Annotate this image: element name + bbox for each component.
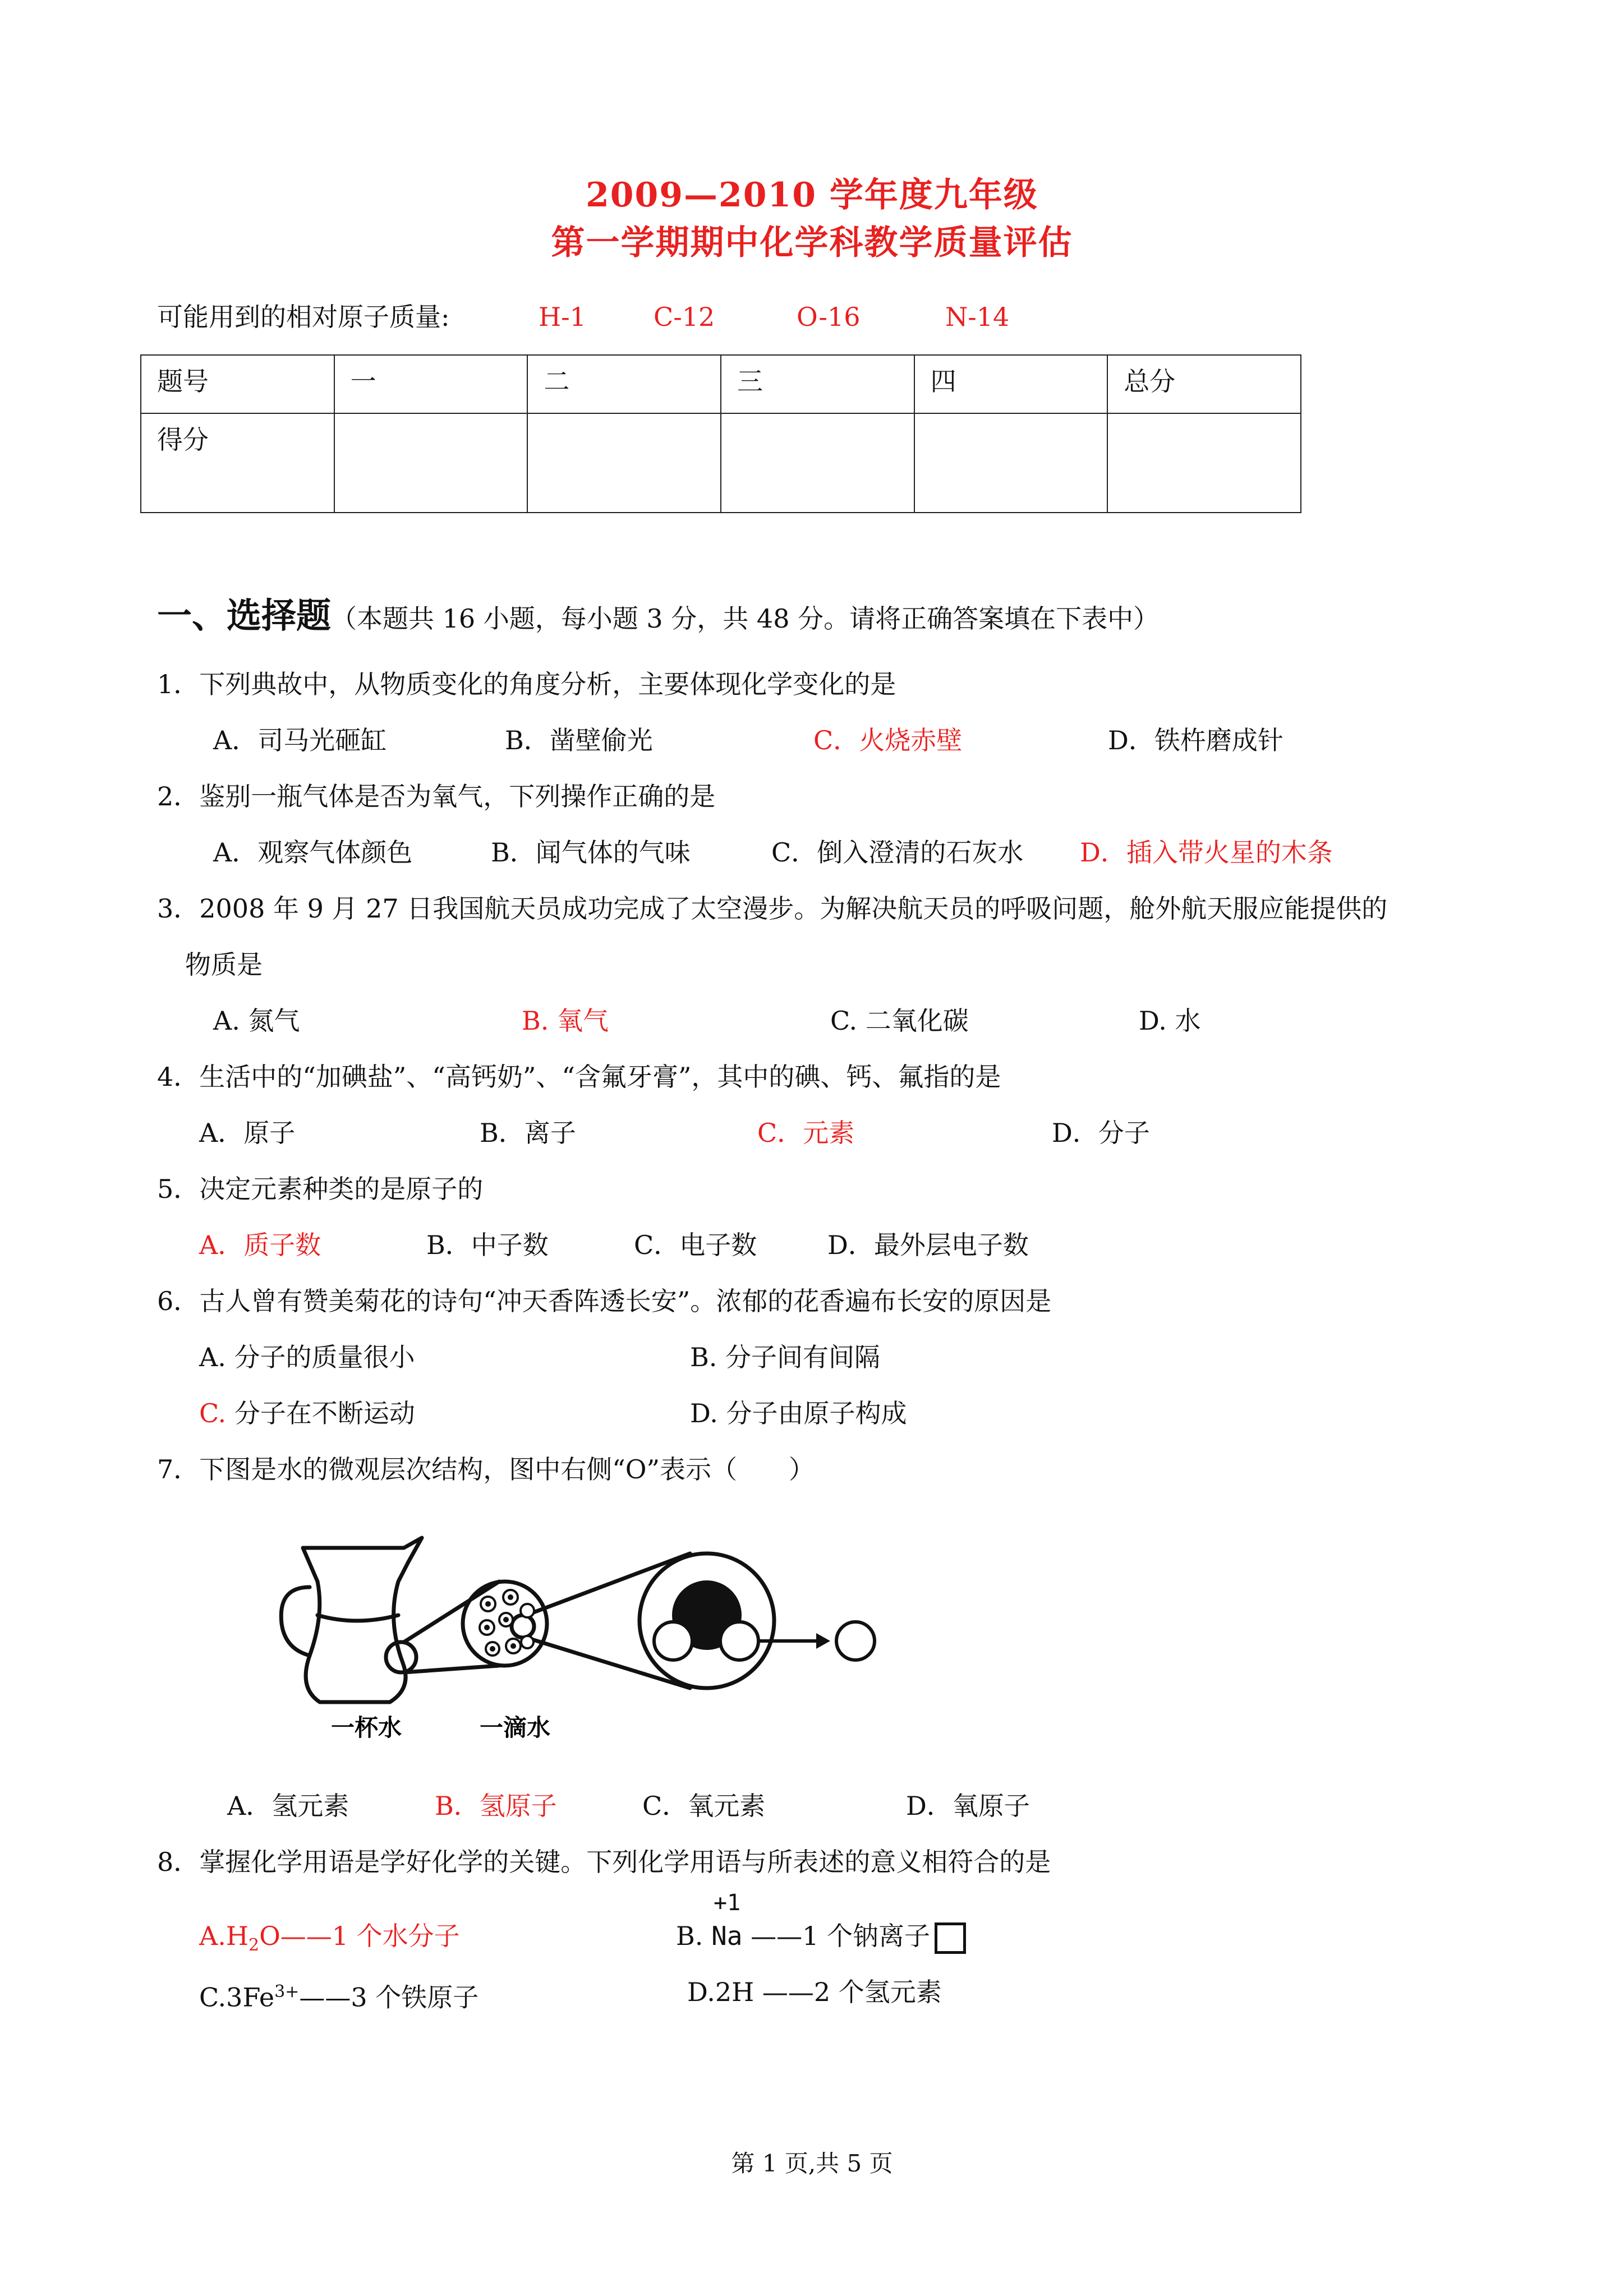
question-5-stem: 5．决定元素种类的是原子的 [157, 1174, 484, 1204]
figure-label-drop: 一滴水 [480, 1714, 551, 1741]
q8-a-subscript: 2 [248, 1935, 260, 1956]
water-structure-figure [264, 1509, 909, 1744]
score-header-4: 四 [914, 355, 1108, 413]
score-row-label: 得分 [141, 413, 334, 513]
pitcher-water-line [318, 1615, 398, 1621]
q8-a-rest: O——1 个水分子 [259, 1921, 460, 1951]
atomic-mass-o: O-16 [797, 302, 861, 332]
q8-a-prefix: A.H [199, 1921, 249, 1951]
q3-option-b: B. 氧气 [522, 1006, 609, 1036]
question-4-stem: 4．生活中的“加碘盐”、“高钙奶”、“含氟牙膏”，其中的碘、钙、氟指的是 [157, 1062, 1001, 1092]
q4-option-b: B．离子 [480, 1118, 576, 1148]
q6-option-b: B. 分子间有间隔 [690, 1342, 881, 1372]
q6-option-c-letter: C. [199, 1398, 227, 1428]
q8-c-rest: ——3 个铁原子 [299, 1982, 479, 2013]
atomic-mass-label: 可能用到的相对原子质量: [157, 302, 450, 332]
q1-option-b: B．凿壁偷光 [505, 725, 653, 755]
section-title: 一、选择题 [157, 595, 332, 636]
q2-option-a: A．观察气体颜色 [213, 837, 413, 868]
q8-option-a [199, 1919, 460, 1962]
score-table [140, 354, 1301, 513]
q6-option-d: D. 分子由原子构成 [690, 1398, 907, 1428]
score-cell-4[interactable] [914, 413, 1108, 513]
q6-option-a: A. 分子的质量很小 [199, 1342, 415, 1372]
q8-c-superscript: 3+ [274, 1982, 300, 2002]
q3-option-c: C. 二氧化碳 [830, 1006, 969, 1036]
q8-option-d: D.2H ——2 个氢元素 [687, 1977, 942, 2007]
q4-option-c: C．元素 [757, 1118, 855, 1148]
q1-option-c: C．火烧赤壁 [813, 725, 963, 755]
atomic-mass-h: H-1 [539, 302, 586, 332]
score-cell-total[interactable] [1107, 413, 1301, 513]
hydrogen-atom-right-shape [720, 1622, 758, 1660]
q8-option-c [199, 1975, 479, 2014]
page-footer: 第 1 页,共 5 页 [731, 2150, 893, 2177]
score-header-1: 一 [334, 355, 528, 413]
q7-option-b: B．氢原子 [435, 1791, 557, 1821]
atomic-mass-c: C-12 [654, 302, 715, 332]
q1-option-d: D．铁杵磨成针 [1108, 725, 1283, 755]
magnify-spot-drop [512, 1615, 534, 1638]
score-cell-1[interactable] [334, 413, 528, 513]
q3-option-a: A. 氮气 [213, 1006, 300, 1036]
drop-particles [480, 1590, 534, 1656]
q8-b-prefix: B. [676, 1921, 712, 1951]
title-line-2: 第一学期期中化学科教学质量评估 [551, 223, 1073, 262]
score-header-3: 三 [721, 355, 914, 413]
score-cell-2[interactable] [527, 413, 721, 513]
q4-option-a: A．原子 [199, 1118, 296, 1148]
score-cell-3[interactable] [721, 413, 914, 513]
question-8-stem: 8．掌握化学用语是学好化学的关键。下列化学用语与所表述的意义相符合的是 [157, 1847, 1051, 1877]
figure-label-cup: 一杯水 [331, 1714, 402, 1741]
question-2-stem: 2．鉴别一瓶气体是否为氧气，下列操作正确的是 [157, 781, 716, 812]
question-3-stem: 3．2008 年 9 月 27 日我国航天员成功完成了太空漫步。为解决航天员的呼吸问题，舱外航天服应能提供的 [157, 893, 1388, 924]
q6-option-c [199, 1396, 415, 1430]
pitcher-handle [281, 1587, 310, 1656]
q7-option-c: C．氧元素 [642, 1791, 766, 1821]
q5-option-d: D．最外层电子数 [827, 1230, 1029, 1260]
question-3-stem-continued: 物质是 [185, 949, 263, 980]
q8-b-rest: ——1 个钠离子 [742, 1921, 930, 1951]
arrow-head [816, 1633, 830, 1649]
q2-option-d: D．插入带火星的木条 [1080, 837, 1333, 868]
q8-b-symbol: Na [711, 1921, 743, 1951]
section-heading [157, 588, 1159, 638]
q8-c-prefix: C.3Fe [199, 1982, 275, 2013]
q8-charge-mark: +1 [714, 1890, 741, 1916]
q8-option-b [676, 1919, 966, 1954]
q5-option-a: A．质子数 [199, 1230, 321, 1260]
checkbox-icon[interactable] [935, 1922, 966, 1954]
q7-option-a: A．氢元素 [227, 1791, 349, 1821]
section-note: （本题共 16 小题，每小题 3 分，共 48 分。请将正确答案填在下表中） [331, 603, 1160, 634]
q3-option-d: D. 水 [1139, 1006, 1201, 1036]
q1-option-a: A．司马光砸缸 [213, 725, 387, 755]
q5-option-b: B．中子数 [426, 1230, 549, 1260]
question-6-stem: 6．古人曾有赞美菊花的诗句“冲天香阵透长安”。浓郁的花香遍布长安的原因是 [157, 1286, 1052, 1316]
score-header-number: 题号 [141, 355, 334, 413]
q7-option-d: D．氧原子 [906, 1791, 1030, 1821]
target-atom-o [836, 1622, 875, 1660]
atomic-mass-n: N-14 [945, 302, 1010, 332]
question-7-stem: 7．下图是水的微观层次结构，图中右侧“O”表示（ ） [157, 1454, 815, 1484]
q5-option-c: C．电子数 [634, 1230, 757, 1260]
score-header-2: 二 [527, 355, 721, 413]
q6-option-c-text: 分子在不断运动 [234, 1398, 415, 1428]
question-1-stem: 1．下列典故中，从物质变化的角度分析，主要体现化学变化的是 [157, 669, 896, 699]
q2-option-c: C．倒入澄清的石灰水 [771, 837, 1024, 868]
q4-option-d: D．分子 [1052, 1118, 1150, 1148]
hydrogen-atom-left-shape [654, 1622, 692, 1660]
title-line-1: 2009—2010 学年度九年级 [586, 176, 1038, 215]
score-header-total: 总分 [1107, 355, 1301, 413]
q2-option-b: B．闻气体的气味 [491, 837, 691, 868]
